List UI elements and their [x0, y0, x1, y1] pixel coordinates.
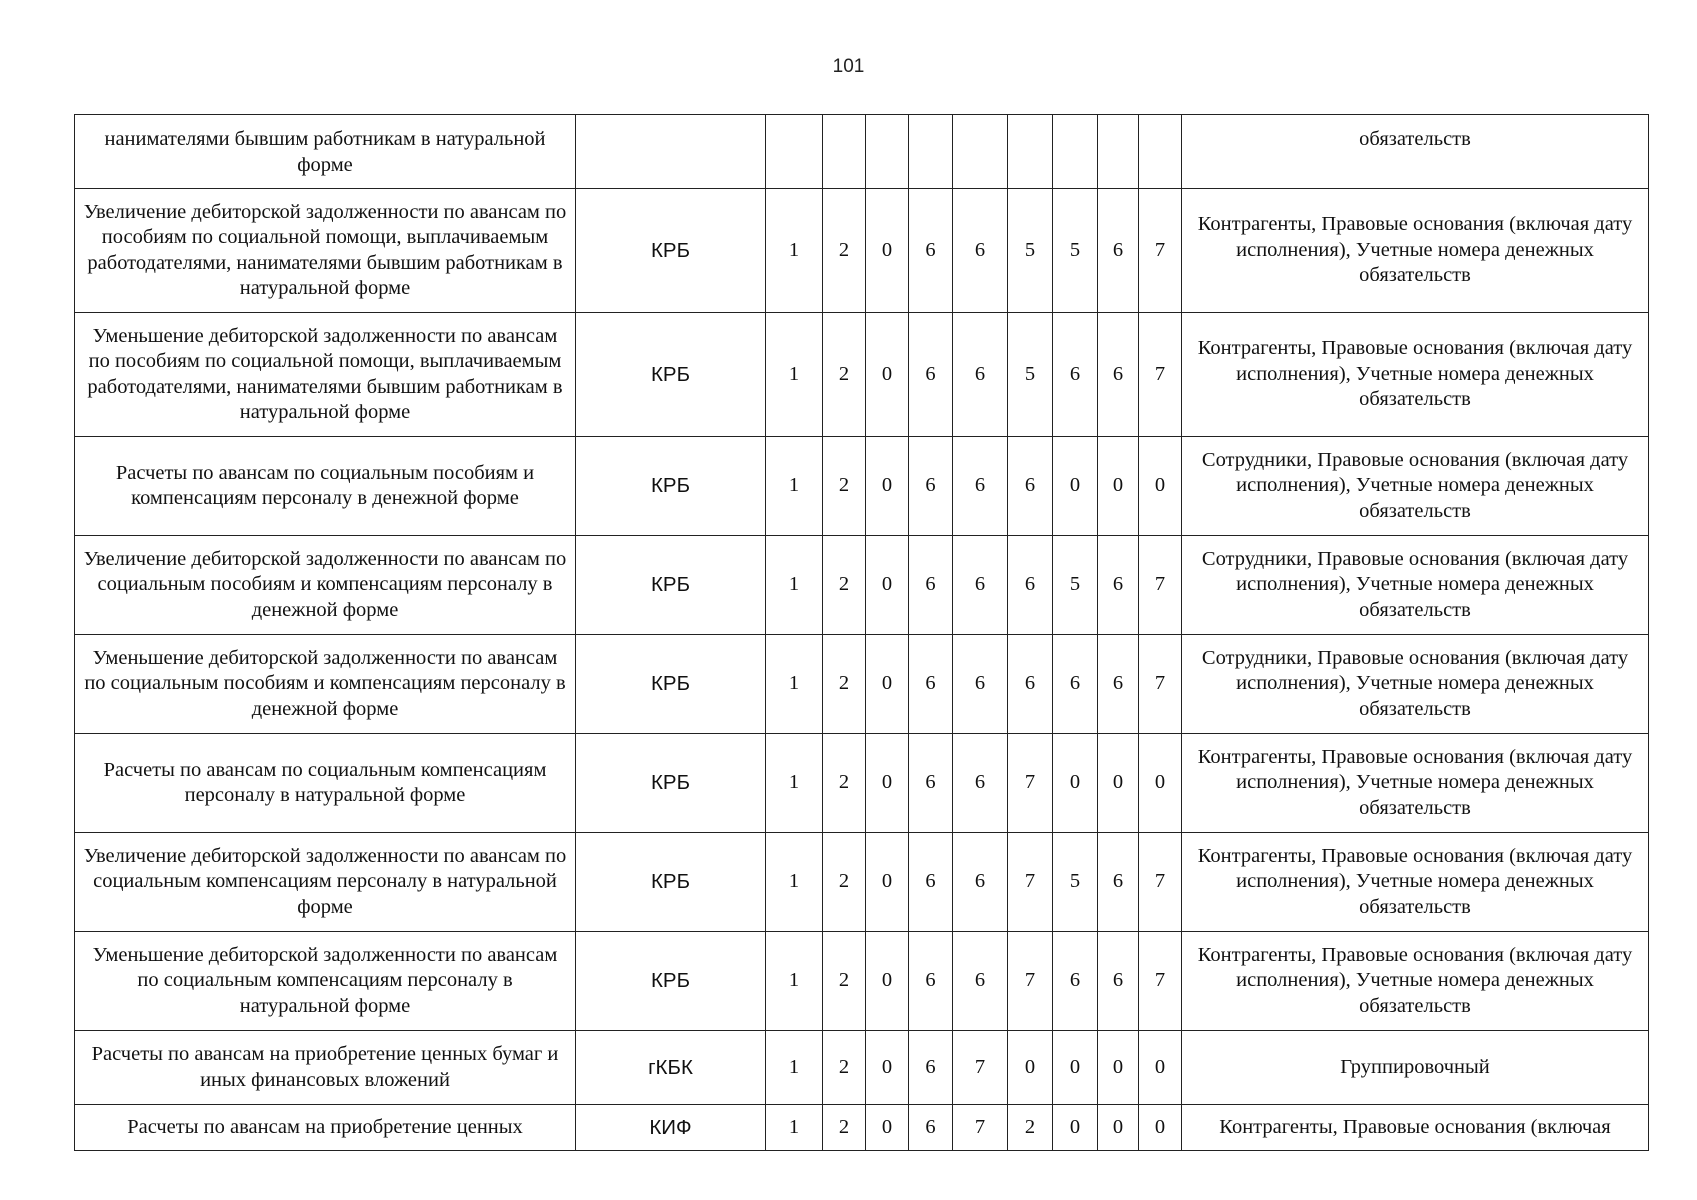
account-digit-cell: 2	[823, 932, 866, 1031]
account-digit-cell: 0	[866, 635, 909, 734]
account-digit-cell: 0	[1139, 1105, 1182, 1151]
account-digit-cell: 6	[1098, 635, 1139, 734]
account-name-cell: Увеличение дебиторской задолженности по авансам по социальным пособиям и компенсациям персоналу в денежной форме	[75, 536, 576, 635]
code-type-cell: КРБ	[576, 313, 766, 437]
account-digit-cell: 6	[953, 833, 1008, 932]
account-name-cell: Расчеты по авансам на приобретение ценных бумаг и иных финансовых вложений	[75, 1031, 576, 1105]
account-digit-cell: 6	[1053, 635, 1098, 734]
table-row	[75, 1105, 1649, 1151]
account-digit-cell: 0	[866, 437, 909, 536]
account-digit-cell: 1	[766, 1105, 823, 1151]
account-digit-cell: 0	[1053, 734, 1098, 833]
account-name-cell: нанимателями бывшим работникам в натуральной форме	[75, 115, 576, 189]
code-type-cell: КИФ	[576, 1105, 766, 1151]
table-row	[75, 313, 1649, 437]
account-name-cell: Увеличение дебиторской задолженности по авансам по социальным компенсациям персоналу в натуральной форме	[75, 833, 576, 932]
analytics-cell: Группировочный	[1182, 1031, 1649, 1105]
account-digit-cell: 6	[1008, 536, 1053, 635]
account-digit-cell: 6	[909, 1031, 953, 1105]
account-digit-cell: 0	[1008, 1031, 1053, 1105]
analytics-cell: Сотрудники, Правовые основания (включая дату исполнения), Учетные номера денежных обязательств	[1182, 536, 1649, 635]
account-digit-cell: 2	[823, 437, 866, 536]
account-digit-cell: 0	[866, 833, 909, 932]
table-row	[75, 833, 1649, 932]
account-digit-cell: 1	[766, 833, 823, 932]
account-digit-cell: 0	[1098, 1031, 1139, 1105]
account-digit-cell: 2	[823, 1105, 866, 1151]
account-name-cell: Уменьшение дебиторской задолженности по авансам по пособиям по социальной помощи, выплачиваемым работодателями, нанимателями бывшим работникам в натуральной форме	[75, 313, 576, 437]
account-digit-cell: 1	[766, 536, 823, 635]
account-name-cell: Уменьшение дебиторской задолженности по авансам по социальным компенсациям персоналу в натуральной форме	[75, 932, 576, 1031]
code-type-cell: КРБ	[576, 734, 766, 833]
table-row	[75, 437, 1649, 536]
account-digit-cell: 7	[1139, 833, 1182, 932]
account-name-cell: Расчеты по авансам по социальным компенсациям персоналу в натуральной форме	[75, 734, 576, 833]
account-digit-cell: 7	[1139, 635, 1182, 734]
account-digit-cell: 1	[766, 189, 823, 313]
account-digit-cell: 1	[766, 932, 823, 1031]
table-row	[75, 1031, 1649, 1105]
account-digit-cell: 6	[1098, 536, 1139, 635]
account-digit-cell	[953, 115, 1008, 189]
account-digit-cell: 6	[953, 189, 1008, 313]
account-digit-cell	[823, 115, 866, 189]
account-digit-cell: 0	[1053, 1105, 1098, 1151]
account-digit-cell: 0	[1098, 437, 1139, 536]
account-digit-cell: 6	[1053, 313, 1098, 437]
account-digit-cell: 2	[823, 536, 866, 635]
account-digit-cell: 6	[1008, 635, 1053, 734]
table-row	[75, 536, 1649, 635]
account-digit-cell: 7	[1139, 189, 1182, 313]
code-type-cell: КРБ	[576, 437, 766, 536]
page-number: 101	[832, 56, 865, 77]
account-digit-cell: 2	[823, 635, 866, 734]
account-digit-cell	[1008, 115, 1053, 189]
account-digit-cell: 0	[866, 1031, 909, 1105]
table-row	[75, 115, 1649, 189]
account-digit-cell: 2	[823, 189, 866, 313]
account-digit-cell: 5	[1053, 833, 1098, 932]
analytics-cell: Контрагенты, Правовые основания (включая дату исполнения), Учетные номера денежных обязательств	[1182, 313, 1649, 437]
account-digit-cell: 6	[909, 635, 953, 734]
account-name-cell: Расчеты по авансам на приобретение ценных	[75, 1105, 576, 1151]
table-row	[75, 189, 1649, 313]
account-digit-cell: 0	[1139, 437, 1182, 536]
code-type-cell: гКБК	[576, 1031, 766, 1105]
account-digit-cell: 7	[1139, 313, 1182, 437]
table-row	[75, 734, 1649, 833]
analytics-cell: обязательств	[1182, 115, 1649, 189]
account-digit-cell: 6	[953, 437, 1008, 536]
analytics-cell: Контрагенты, Правовые основания (включая дату исполнения), Учетные номера денежных обязательств	[1182, 734, 1649, 833]
account-digit-cell: 6	[909, 734, 953, 833]
account-digit-cell: 0	[866, 536, 909, 635]
account-digit-cell: 6	[909, 932, 953, 1031]
code-type-cell: КРБ	[576, 833, 766, 932]
account-digit-cell: 5	[1008, 313, 1053, 437]
account-digit-cell: 6	[1008, 437, 1053, 536]
code-type-cell: КРБ	[576, 932, 766, 1031]
account-digit-cell	[1139, 115, 1182, 189]
account-digit-cell: 6	[909, 313, 953, 437]
account-digit-cell: 6	[953, 932, 1008, 1031]
account-digit-cell: 0	[866, 734, 909, 833]
accounts-table	[74, 114, 1649, 1151]
account-digit-cell: 6	[953, 313, 1008, 437]
account-digit-cell	[909, 115, 953, 189]
account-digit-cell: 6	[1098, 833, 1139, 932]
account-digit-cell: 7	[1139, 536, 1182, 635]
account-digit-cell	[1053, 115, 1098, 189]
account-digit-cell: 1	[766, 437, 823, 536]
account-digit-cell: 1	[766, 635, 823, 734]
account-digit-cell: 6	[909, 833, 953, 932]
account-digit-cell	[866, 115, 909, 189]
analytics-cell: Сотрудники, Правовые основания (включая дату исполнения), Учетные номера денежных обязательств	[1182, 437, 1649, 536]
account-digit-cell: 0	[866, 1105, 909, 1151]
account-digit-cell: 6	[909, 1105, 953, 1151]
account-digit-cell: 6	[953, 635, 1008, 734]
account-digit-cell: 2	[823, 313, 866, 437]
account-digit-cell: 2	[1008, 1105, 1053, 1151]
table-row	[75, 635, 1649, 734]
account-digit-cell: 0	[1053, 1031, 1098, 1105]
account-digit-cell: 6	[953, 536, 1008, 635]
account-digit-cell: 6	[909, 536, 953, 635]
code-type-cell	[576, 115, 766, 189]
account-name-cell: Увеличение дебиторской задолженности по авансам по пособиям по социальной помощи, выплачиваемым работодателями, нанимателями бывшим работникам в натуральной форме	[75, 189, 576, 313]
account-name-cell: Уменьшение дебиторской задолженности по авансам по социальным пособиям и компенсациям персоналу в денежной форме	[75, 635, 576, 734]
analytics-cell: Контрагенты, Правовые основания (включая	[1182, 1105, 1649, 1151]
account-digit-cell: 1	[766, 734, 823, 833]
account-digit-cell: 7	[1139, 932, 1182, 1031]
account-digit-cell: 6	[1098, 189, 1139, 313]
account-digit-cell: 0	[1098, 1105, 1139, 1151]
analytics-cell: Контрагенты, Правовые основания (включая дату исполнения), Учетные номера денежных обязательств	[1182, 833, 1649, 932]
account-digit-cell	[1098, 115, 1139, 189]
analytics-cell: Контрагенты, Правовые основания (включая дату исполнения), Учетные номера денежных обязательств	[1182, 932, 1649, 1031]
account-digit-cell: 6	[1098, 313, 1139, 437]
code-type-cell: КРБ	[576, 189, 766, 313]
account-digit-cell: 5	[1053, 189, 1098, 313]
account-digit-cell: 7	[953, 1031, 1008, 1105]
account-digit-cell: 0	[1053, 437, 1098, 536]
account-digit-cell: 7	[1008, 833, 1053, 932]
account-digit-cell: 2	[823, 1031, 866, 1105]
account-digit-cell: 2	[823, 734, 866, 833]
account-digit-cell: 5	[1008, 189, 1053, 313]
account-name-cell: Расчеты по авансам по социальным пособиям и компенсациям персоналу в денежной форме	[75, 437, 576, 536]
account-digit-cell: 0	[1098, 734, 1139, 833]
account-digit-cell: 6	[1053, 932, 1098, 1031]
account-digit-cell: 0	[866, 932, 909, 1031]
account-digit-cell: 1	[766, 313, 823, 437]
account-digit-cell: 7	[1008, 734, 1053, 833]
table-row	[75, 932, 1649, 1031]
analytics-cell: Контрагенты, Правовые основания (включая дату исполнения), Учетные номера денежных обязательств	[1182, 189, 1649, 313]
account-digit-cell: 6	[953, 734, 1008, 833]
account-digit-cell: 6	[1098, 932, 1139, 1031]
account-digit-cell: 1	[766, 1031, 823, 1105]
account-digit-cell: 5	[1053, 536, 1098, 635]
account-digit-cell: 7	[953, 1105, 1008, 1151]
account-digit-cell: 0	[866, 189, 909, 313]
account-digit-cell: 2	[823, 833, 866, 932]
account-digit-cell: 6	[909, 437, 953, 536]
account-digit-cell: 0	[1139, 1031, 1182, 1105]
account-digit-cell: 7	[1008, 932, 1053, 1031]
account-digit-cell: 6	[909, 189, 953, 313]
account-digit-cell: 0	[1139, 734, 1182, 833]
analytics-cell: Сотрудники, Правовые основания (включая дату исполнения), Учетные номера денежных обязательств	[1182, 635, 1649, 734]
account-digit-cell: 0	[866, 313, 909, 437]
code-type-cell: КРБ	[576, 635, 766, 734]
account-digit-cell	[766, 115, 823, 189]
code-type-cell: КРБ	[576, 536, 766, 635]
